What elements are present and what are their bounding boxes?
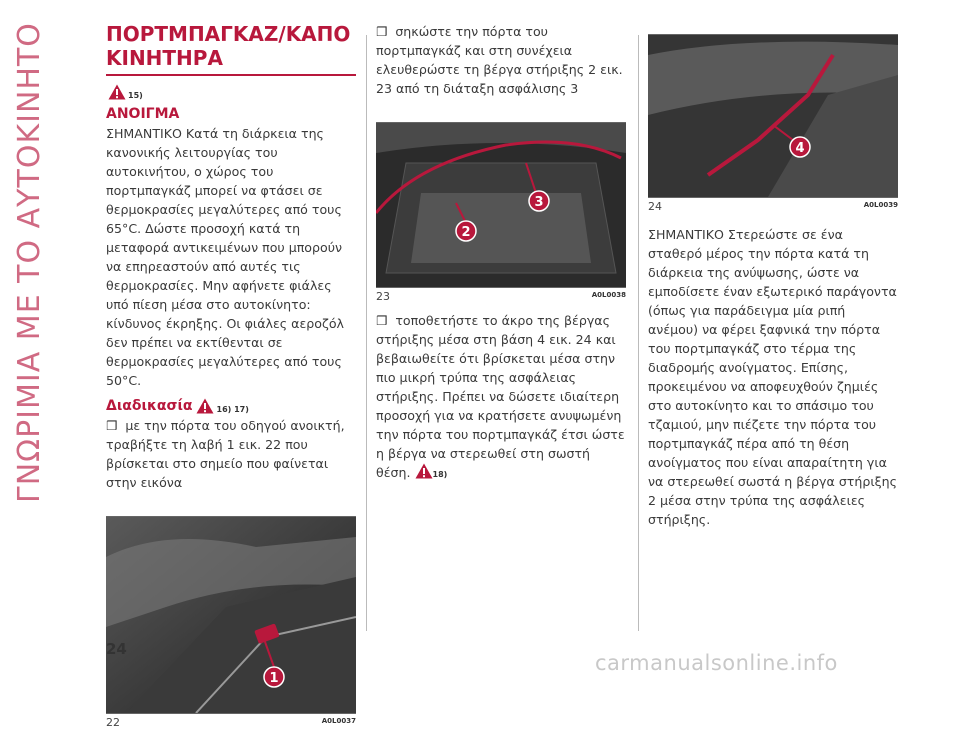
- bullet-icon: ❒: [106, 418, 118, 433]
- figure-23-callout-a: 2: [461, 225, 471, 240]
- column-2: [376, 22, 626, 484]
- warning-icon: [108, 84, 126, 100]
- figure-24-caption: [648, 200, 898, 213]
- figure-24-callout: 4: [795, 141, 805, 156]
- figure-22-number: 22: [106, 716, 120, 729]
- column-3: [648, 22, 898, 529]
- important-paragraph-1: ΣΗΜΑΝΤΙΚΟ Κατά τη διάρκεια της κανονικής λειτουργίας του αυτοκινήτου, ο χώρος του πορτμπαγκάζ μπορεί να φτάσει σε θερμοκρασίες μεγαλύτερες από τους 65°C. Δώστε προσοχή κατά τη μεταφορά αντικειμένων που μπορούν να επηρεαστούν από αυτές τις θερμοκρασίες. Μην αφήνετε φιάλες υπό πίεση μέσα στο αυτοκίνητο: κίνδυνος έκρηξης. Οι φιάλες αεροζόλ δεν πρέπει να εκτίθενται σε θερμοκρασίες μεγαλύτερες από τους 50°C.: [106, 126, 344, 388]
- warning-ref-label: 16) 17): [216, 405, 249, 414]
- important-paragraph-2: ΣΗΜΑΝΤΙΚΟ Στερεώστε σε ένα σταθερό μέρος την πόρτα κατά τη διάρκεια της ανύψωσης, ώστε να εμποδίσετε έναν εξωτερικό παράγοντα (όπως για παράδειγμα μία ριπή ανέμου) να φέρει ξαφνικά την πόρτα του πορτμπαγκάζ στο τέρμα της διαδρομής ανοίγματος. Επίσης, προκειμένου να αποφευχθούν ζημιές στο αυτοκίνητο και το σπάσιμο του τζαμιού, μην πιέζετε την πόρτα του πορτμπαγκάζ πέρα από τη θέση ανοίγματος που είναι απαραίτητη για να στερεωθεί σωστά η βέργα στήριξης 2 μέσα στην τρύπα της ασφάλειες στήριξης.: [648, 227, 898, 527]
- procedure-heading: Διαδικασία: [106, 398, 193, 414]
- warning-ref-label: 18): [432, 470, 448, 479]
- figure-23-image: [376, 123, 626, 287]
- column-divider-1: [366, 35, 367, 631]
- warning-ref-label: 15): [128, 91, 143, 100]
- warning-icon: [415, 463, 433, 479]
- procedure-heading-row: [106, 398, 356, 414]
- figure-23-number: 23: [376, 290, 390, 303]
- figure-24-image: [648, 35, 898, 197]
- figure-22-callout: 1: [269, 671, 279, 686]
- step-2: ❒ σηκώστε την πόρτα του πορτμπαγκάζ και στη συνέχεια ελευθερώστε τη βέργα στήριξης 2 εικ. 23 από τη διάταξη ασφάλισης 3: [376, 24, 623, 96]
- figure-23-callout-b: 3: [534, 195, 544, 210]
- figure-22: [106, 516, 356, 714]
- column-1: [106, 22, 356, 729]
- bullet-icon: ❒: [376, 313, 388, 328]
- figure-24: [648, 34, 898, 198]
- watermark: carmanualsonline.info: [595, 651, 838, 675]
- figure-22-caption: [106, 716, 356, 729]
- opening-heading: ΑΝΟΙΓΜΑ: [106, 106, 180, 122]
- figure-22-code: A0L0037: [321, 717, 356, 725]
- warning-ref-1: [108, 84, 356, 100]
- column-divider-2: [638, 35, 639, 631]
- bullet-icon: ❒: [376, 24, 388, 39]
- step-3: ❒ τοποθετήστε το άκρο της βέργας στήριξης μέσα στη βάση 4 εικ. 24 και βεβαιωθείτε ότι βρίσκεται μέσα στην πιο μικρή τρύπα της ασφάλειας στήριξης. Πρέπει να δώσετε ιδιαίτερη προσοχή για να κρατήσετε ανυψωμένη την πόρτα του πορτμπαγκάζ έτσι ώστε η βέργα να στερεωθεί στη σωστή θέση. 18): [376, 313, 625, 480]
- figure-24-code: A0L0039: [863, 201, 898, 209]
- page-number: 24: [106, 640, 127, 658]
- warning-icon: [196, 398, 214, 414]
- figure-23: [376, 122, 626, 288]
- figure-22-image: [106, 517, 356, 713]
- title-rule: [106, 74, 356, 76]
- figure-24-number: 24: [648, 200, 662, 213]
- step-1: ❒ με την πόρτα του οδηγού ανοικτή, τραβήξτε τη λαβή 1 εικ. 22 που βρίσκεται στο σημείο που φαίνεται στην εικόνα: [106, 418, 345, 490]
- figure-23-code: A0L0038: [591, 291, 626, 299]
- section-title: ΠΟΡΤΜΠΑΓΚΑΖ/ΚΑΠΟ ΚΙΝΗΤΗΡΑ: [106, 22, 351, 70]
- side-chapter-title: ΓΝΩΡΙΜΙΑ ΜΕ ΤΟ ΑΥΤΟΚΙΝΗΤΟ: [12, 22, 47, 503]
- figure-23-caption: [376, 290, 626, 303]
